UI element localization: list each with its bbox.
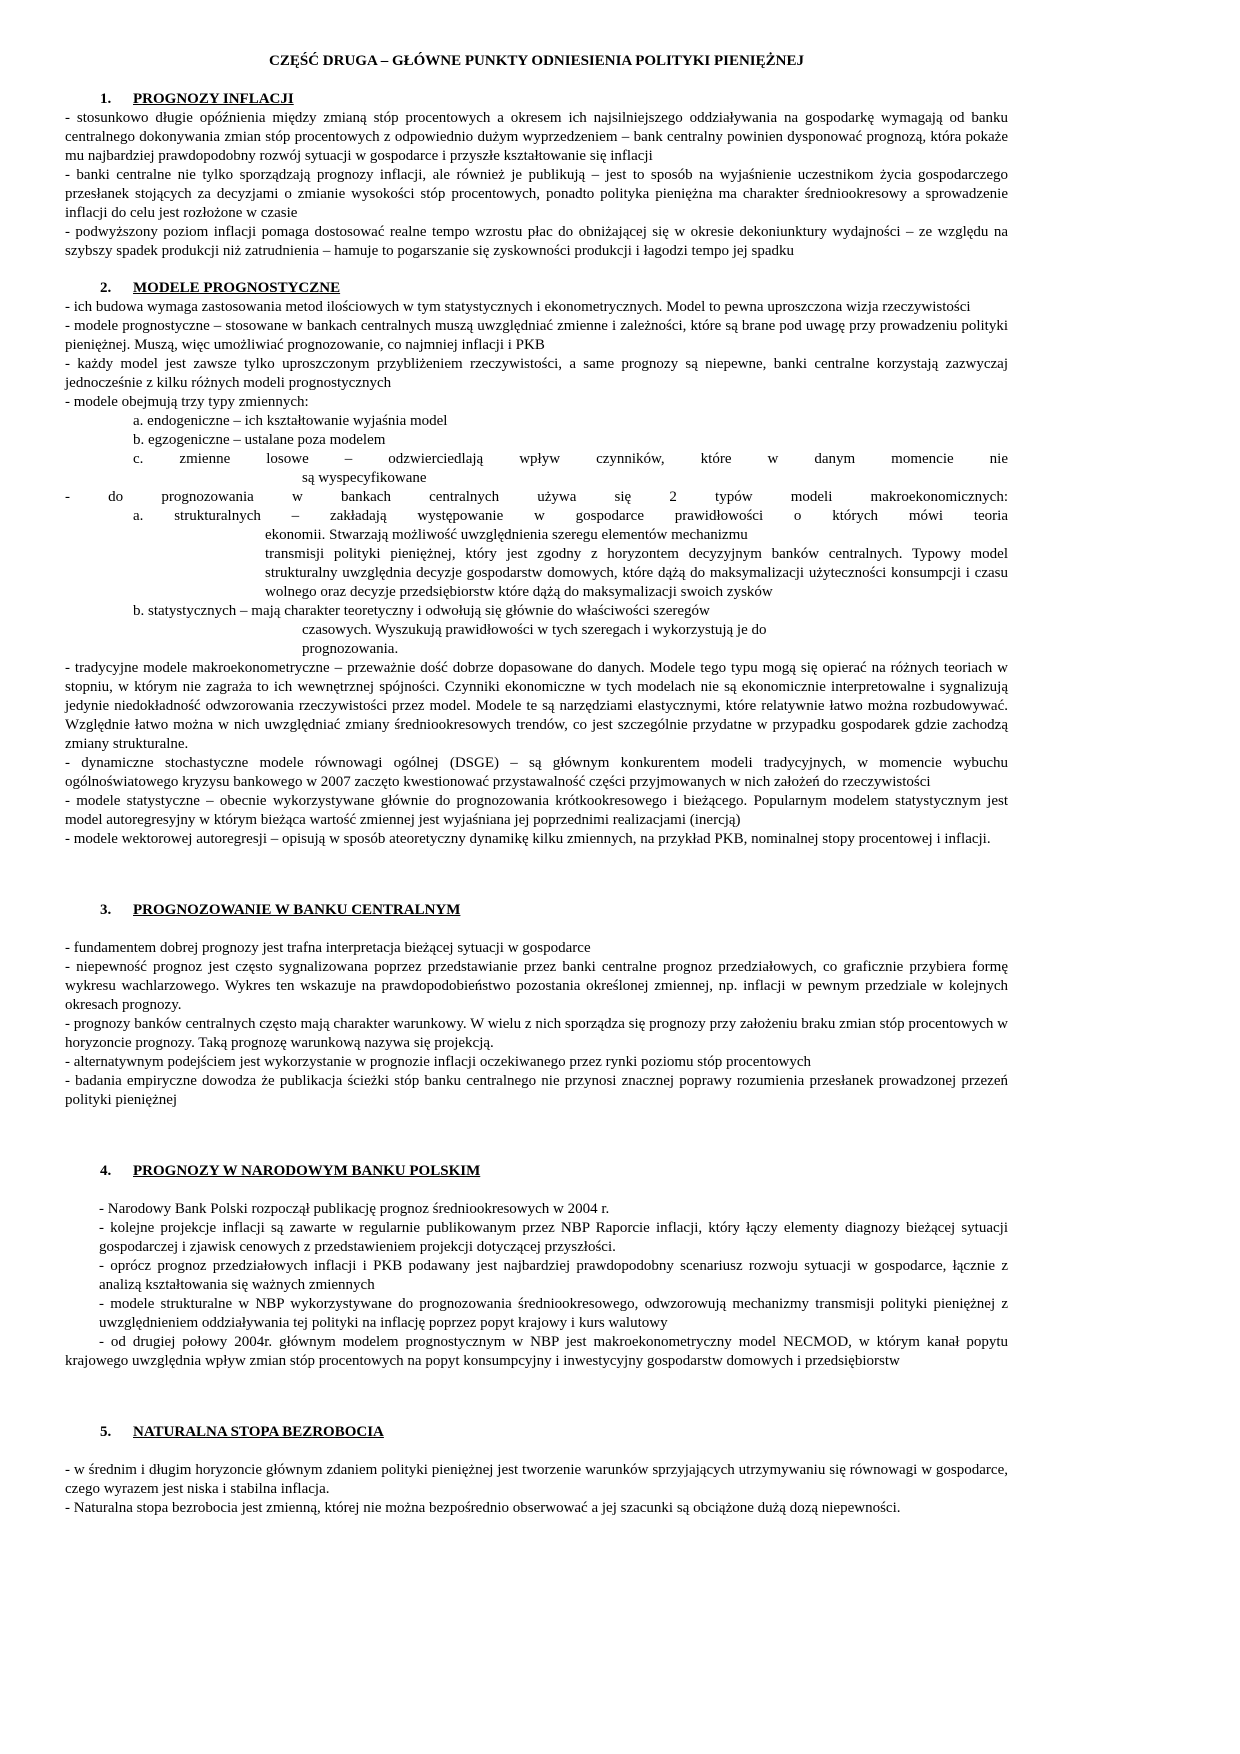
- section-2: [65, 279, 1008, 849]
- paragraph: - podwyższony poziom inflacji pomaga dostosować realne tempo wzrostu płac do obniżającej się w okresie dekoniunktury wydajności – ze względu na szybszy spadek produkcji niż zatrudnienia – hamuje to pogarszanie się zyskowności produkcji i łagodzi tempo jej spadku: [65, 224, 1008, 259]
- paragraph: - modele wektorowej autoregresji – opisują w sposób ateoretyczny dynamikę kilku zmiennych, na przykład PKB, nominalnej stopy procentowej i inflacji.: [65, 831, 991, 847]
- section-title: PROGNOZY INFLACJI: [133, 91, 294, 107]
- section-heading: [65, 1423, 1008, 1442]
- section-title: MODELE PROGNOSTYCZNE: [133, 280, 341, 296]
- paragraph: są wyspecyfikowane: [302, 470, 427, 486]
- paragraph: - oprócz prognoz przedziałowych inflacji i PKB podawany jest najbardziej prawdopodobny scenariusz rozwoju sytuacji w gospodarce, łącznie z analizą kształtowania się ważnych zmiennych: [99, 1258, 1008, 1293]
- section-number: 1.: [100, 91, 112, 107]
- paragraph: a. endogeniczne – ich kształtowanie wyjaśnia model: [133, 413, 448, 429]
- section-number: 4.: [100, 1163, 112, 1179]
- paragraph: ekonomii. Stwarzają możliwość uwzględnienia szeregu elementów mechanizmu: [265, 527, 748, 543]
- section-5: [65, 1423, 1008, 1518]
- paragraph: - od drugiej połowy 2004r. głównym modelem prognostycznym w NBP jest makroekonometryczny model NECMOD, w którym kanał popytu krajowego uwzględnia wpływ zmian stóp procentowych na popyt konsumpcyjny i inwestycyjny gospodarstw domowych i przedsiębiorstw: [65, 1334, 1008, 1369]
- paragraph: transmisji polityki pieniężnej, który jest zgodny z horyzontem decyzyjnym banków centralnych. Typowy model strukturalny uwzględnia decyzje gospodarstw domowych, które dążą do maksymalizacji użyteczności konsumpcji i czasu wolnego oraz decyzje przedsiębiorstw które dążą do maksymalizacji swoich zysków: [265, 546, 1008, 600]
- paragraph: - stosunkowo długie opóźnienia między zmianą stóp procentowych a okresem ich najsilniejszego oddziaływania na gospodarkę wymagają od banku centralnego dokonywania zmian stóp procentowych z odpowiednio dużym wyprzedzeniem – bank centralny powinien dysponować prognozą, która pokaże mu najbardziej prawdopodobny rozwój sytuacji w gospodarce i przyszłe kształtowanie się inflacji: [65, 110, 1008, 164]
- paragraph: - ich budowa wymaga zastosowania metod ilościowych w tym statystycznych i ekonometrycznych. Model to pewna uproszczona wizja rzeczywistości: [65, 299, 971, 315]
- paragraph: czasowych. Wyszukują prawidłowości w tych szeregach i wykorzystują je do: [302, 622, 767, 638]
- paragraph: - modele obejmują trzy typy zmiennych:: [65, 394, 309, 410]
- section-4: [65, 1162, 1008, 1371]
- section-number: 5.: [100, 1424, 112, 1440]
- document-title: CZĘŚĆ DRUGA – GŁÓWNE PUNKTY ODNIESIENIA POLITYKI PIENIĘŻNEJ: [269, 53, 804, 69]
- paragraph: - prognozy banków centralnych często mają charakter warunkowy. W wielu z nich sporządza się prognozy przy założeniu braku zmian stóp procentowych w horyzoncie prognozy. Taką prognozę warunkową nazywa się projekcją.: [65, 1016, 1008, 1051]
- paragraph: - Naturalna stopa bezrobocia jest zmienną, której nie można bezpośrednio obserwować a jej szacunki są obciążone dużą dozą niepewności.: [65, 1500, 901, 1516]
- section-heading: [65, 279, 1008, 298]
- paragraph: - niepewność prognoz jest często sygnalizowana poprzez przedstawianie przez banki centralne prognoz przedziałowych, co graficznie przybiera formę wykresu wachlarzowego. Wykres ten wskazuje na prawdopodobieństwo pozostania określonej zmiennej, np. inflacji w pewnym przedziale w kolejnych okresach prognozy.: [65, 959, 1008, 1013]
- section-3: [65, 901, 1008, 1110]
- section-heading: [65, 90, 1008, 109]
- paragraph: - dynamiczne stochastyczne modele równowagi ogólnej (DSGE) – są głównym konkurentem modeli tradycyjnych, w momencie wybuchu ogólnoświatowego kryzysu bankowego w 2007 zaczęto kwestionować przystawalność części przyjmowanych w nich założeń do rzeczywistości: [65, 755, 1008, 790]
- paragraph: - modele statystyczne – obecnie wykorzystywane głównie do prognozowania krótkookresowego i bieżącego. Popularnym modelem statystycznym jest model autoregresyjny w którym bieżąca wartość zmiennej jest wyjaśniana jej poprzednimi realizacjami (inercją): [65, 793, 1008, 828]
- paragraph: - każdy model jest zawsze tylko uproszczonym przybliżeniem rzeczywistości, a same prognozy są niepewne, banki centralne korzystają zazwyczaj jednocześnie z kilku różnych modeli prognostycznych: [65, 356, 1008, 391]
- paragraph: - badania empiryczne dowodza że publikacja ścieżki stóp banku centralnego nie przynosi znacznej poprawy rozumienia przesłanek prowadzonej przezeń polityki pieniężnej: [65, 1073, 1008, 1108]
- section-heading: [65, 1162, 1008, 1181]
- paragraph: - w średnim i długim horyzoncie głównym zdaniem polityki pieniężnej jest tworzenie warunków sprzyjających utrzymywaniu się równowagi w gospodarce, czego wyrazem jest niska i stabilna inflacja.: [65, 1462, 1008, 1497]
- paragraph: - fundamentem dobrej prognozy jest trafna interpretacja bieżącej sytuacji w gospodarce: [65, 940, 591, 956]
- section-number: 2.: [100, 280, 112, 296]
- paragraph: b. egzogeniczne – ustalane poza modelem: [133, 432, 386, 448]
- paragraph: - tradycyjne modele makroekonometryczne – przeważnie dość dobrze dopasowane do danych. Modele tego typu mogą się opierać na różnych teoriach w stopniu, w którym nie zagraża to ich wewnętrznej spójności. Czynniki ekonomiczne w tych modelach nie są ekonomicznie interpretowalne i sygnalizują jedynie niedokładność odwzorowania rzeczywistości przez model. Modele te są narzędziami elastycznymi, które relatywnie łatwo można rozbudowywać. Względnie łatwo można w nich uwzględniać zmiany średniookresowych trendów, co jest szczególnie przydatne w przypadku gospodarek gdzie zachodzą zmiany strukturalne.: [65, 660, 1008, 752]
- paragraph: - modele strukturalne w NBP wykorzystywane do prognozowania średniookresowego, odwzorowują mechanizmy transmisji polityki pieniężnej z uwzględnieniem oddziaływania tej polityki na inflację poprzez popyt krajowy i kurs walutowy: [99, 1296, 1008, 1331]
- section-number: 3.: [100, 902, 112, 918]
- paragraph: - do prognozowania w bankach centralnych używa się 2 typów modeli makroekonomicznych:: [65, 489, 1008, 505]
- section-heading: [65, 901, 1008, 920]
- section-title: NATURALNA STOPA BEZROBOCIA: [133, 1424, 384, 1440]
- paragraph: a. strukturalnych – zakładają występowanie w gospodarce prawidłowości o których mówi teoria: [133, 508, 1008, 524]
- section-1: [65, 90, 1008, 261]
- paragraph: - Narodowy Bank Polski rozpoczął publikację prognoz średniookresowych w 2004 r.: [99, 1201, 610, 1217]
- document-body: [65, 90, 1008, 1518]
- paragraph: b. statystycznych – mają charakter teoretyczny i odwołują się głównie do właściwości szeregów: [133, 603, 710, 619]
- paragraph: - modele prognostyczne – stosowane w bankach centralnych muszą uwzględniać zmienne i zależności, które są brane pod uwagę przy prowadzeniu polityki pieniężnej. Muszą, więc umożliwiać prognozowanie, co najmniej inflacji i PKB: [65, 318, 1008, 353]
- paragraph: - banki centralne nie tylko sporządzają prognozy inflacji, ale również je publikują – jest to sposób na wyjaśnienie uczestnikom życia gospodarczego przesłanek stojących za decyzjami o zmianie wysokości stóp procentowych, ponadto polityka pieniężna ma charakter średniookresowy a sprowadzenie inflacji do celu jest rozłożone w czasie: [65, 167, 1008, 221]
- section-title: PROGNOZOWANIE W BANKU CENTRALNYM: [133, 902, 461, 918]
- paragraph: prognozowania.: [302, 641, 399, 657]
- paragraph: - alternatywnym podejściem jest wykorzystanie w prognozie inflacji oczekiwanego przez rynki poziomu stóp procentowych: [65, 1054, 812, 1070]
- paragraph: - kolejne projekcje inflacji są zawarte w regularnie publikowanym przez NBP Raporcie inflacji, który łączy elementy diagnozy bieżącej sytuacji gospodarczej i zjawisk cenowych z przedstawieniem projekcji dotyczącej przyszłości.: [99, 1220, 1008, 1255]
- section-title: PROGNOZY W NARODOWYM BANKU POLSKIM: [133, 1163, 481, 1179]
- paragraph: c. zmienne losowe – odzwierciedlają wpływ czynników, które w danym momencie nie: [133, 451, 1008, 467]
